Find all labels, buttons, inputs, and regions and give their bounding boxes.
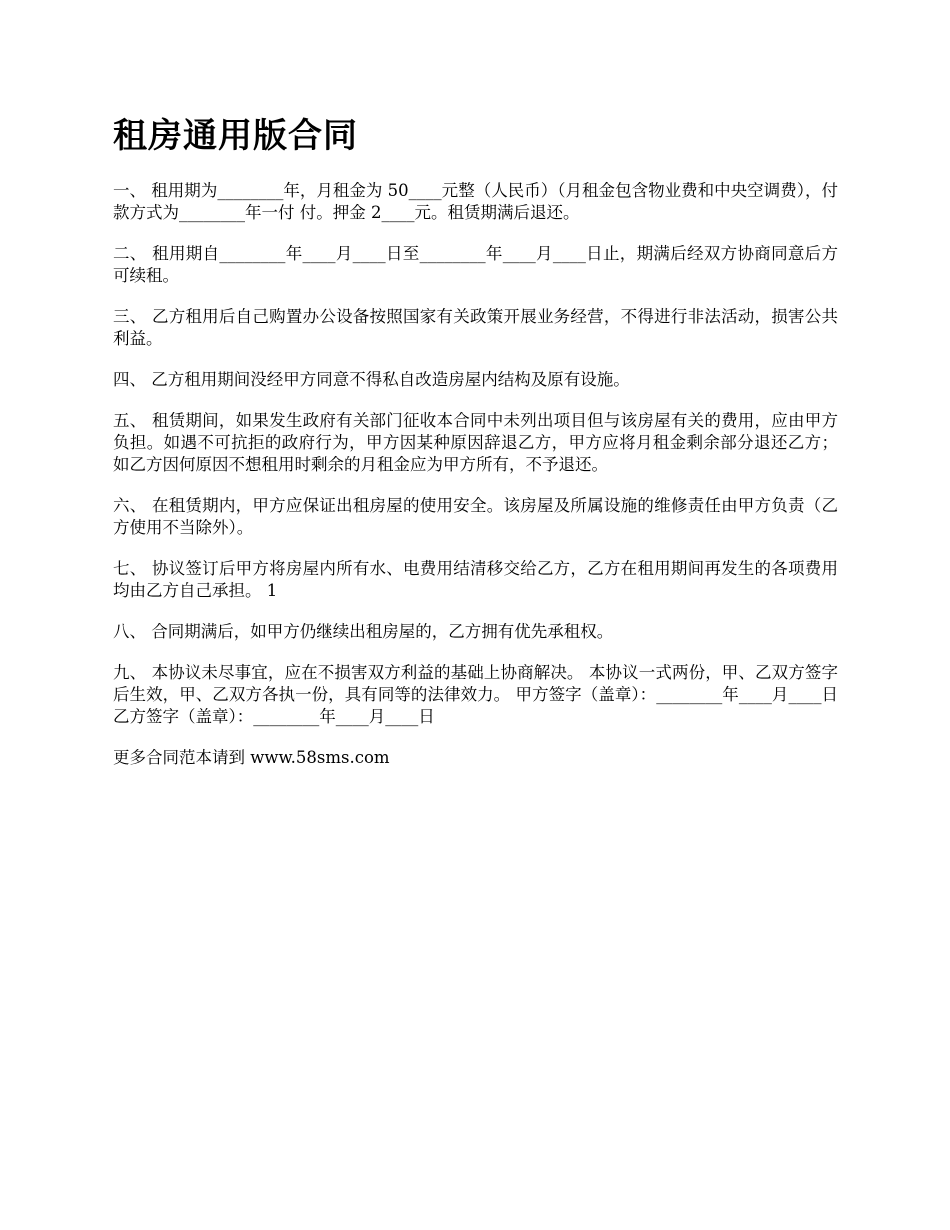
footer-note: 更多合同范本请到 www.58sms.com	[113, 748, 390, 767]
clause-2: 二、 租用期自________年____月____日至________年____月____日止，期满后经双方协商同意后方可续租。	[113, 244, 838, 285]
clause-7: 七、 协议签订后甲方将房屋内所有水、电费用结清移交给乙方，乙方在租用期间再发生的各项费用均由乙方自己承担。 1	[113, 559, 838, 600]
document-page	[113, 112, 838, 769]
clause-1: 一、 租用期为________年，月租金为 50____元整（人民币）（月租金包含物业费和中央空调费），付款方式为________年一付 付。押金 2____元。租赁期满后退还。	[113, 181, 838, 222]
document-title: 租房通用版合同	[113, 116, 358, 156]
clause-3: 三、 乙方租用后自己购置办公设备按照国家有关政策开展业务经营，不得进行非法活动，损害公共利益。	[113, 307, 838, 348]
clause-4: 四、 乙方租用期间没经甲方同意不得私自改造房屋内结构及原有设施。	[113, 370, 630, 389]
clause-8: 八、 合同期满后，如甲方仍继续出租房屋的，乙方拥有优先承租权。	[113, 622, 614, 641]
clause-5: 五、 租赁期间，如果发生政府有关部门征收本合同中未列出项目但与该房屋有关的费用，应由甲方负担。如遇不可抗拒的政府行为，甲方因某种原因辞退乙方，甲方应将月租金剩余部分退还乙方；如乙方因何原因不想租用时剩余的月租金应为甲方所有，不予退还。	[113, 411, 838, 474]
clause-6: 六、 在租赁期内，甲方应保证出租房屋的使用安全。该房屋及所属设施的维修责任由甲方负责（乙方使用不当除外）。	[113, 496, 838, 537]
clause-9: 九、 本协议未尽事宜，应在不损害双方利益的基础上协商解决。 本协议一式两份，甲、乙双方签字后生效，甲、乙双方各执一份，具有同等的法律效力。 甲方签字（盖章）：________年____月____日 乙方签字（盖章）：________年____月____日	[113, 663, 838, 726]
